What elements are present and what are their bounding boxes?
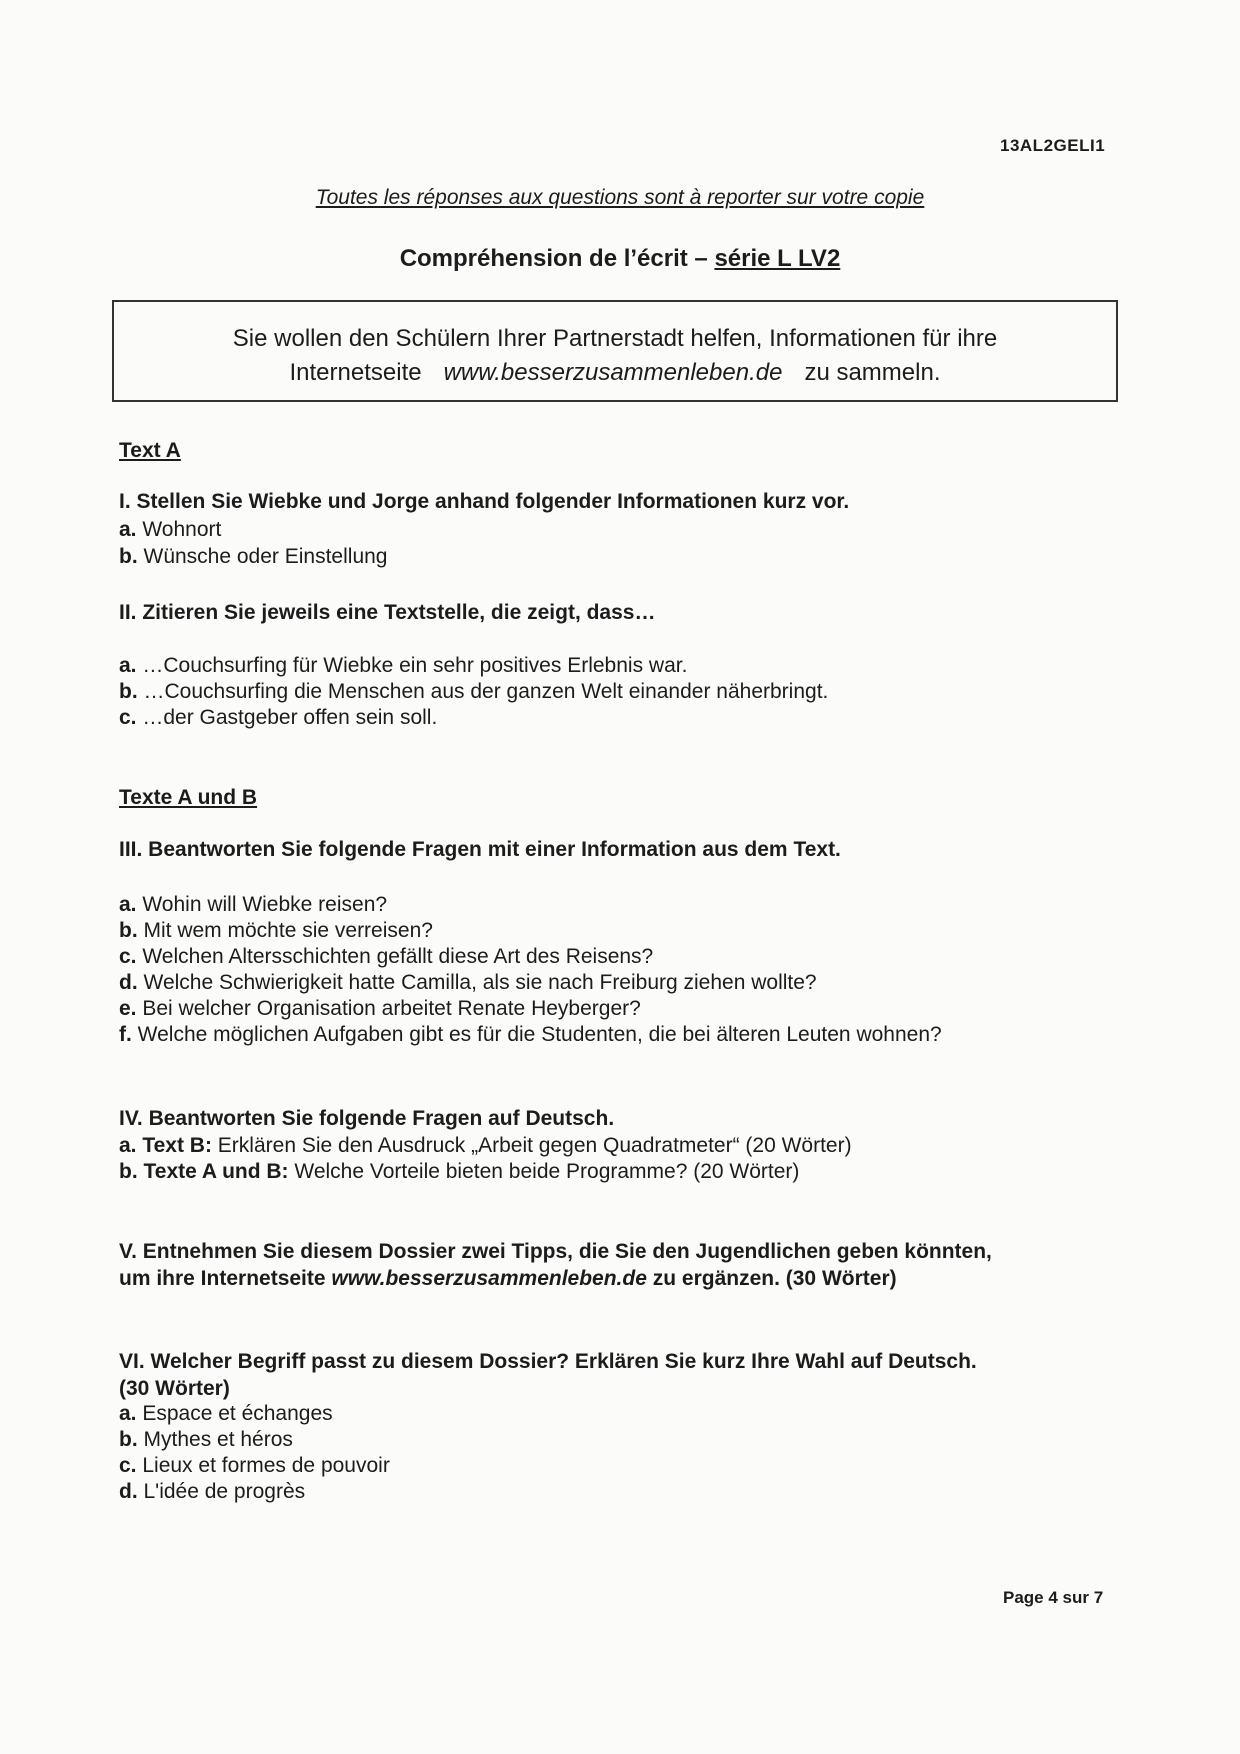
question-2-heading: II. Zitieren Sie jeweils eine Textstelle, die zeigt, dass… xyxy=(119,601,656,624)
question-4-heading: IV. Beantworten Sie folgende Fragen auf Deutsch. xyxy=(119,1107,615,1130)
question-3-item-e: e. Bei welcher Organisation arbeitet Renate Heyberger? xyxy=(119,997,641,1020)
task-line-2-suffix: zu sammeln. xyxy=(804,359,941,386)
task-line-2 xyxy=(114,359,1116,387)
question-3-item-d: d. Welche Schwierigkeit hatte Camilla, als sie nach Freiburg ziehen wollte? xyxy=(119,971,817,994)
question-2-item-c: c. …der Gastgeber offen sein soll. xyxy=(119,706,438,729)
exam-code: 13AL2GELI1 xyxy=(1000,136,1106,155)
question-4-item-a: a. Text B: Erklären Sie den Ausdruck „Arbeit gegen Quadratmeter“ (20 Wörter) xyxy=(119,1134,852,1157)
task-box xyxy=(112,300,1118,402)
question-6-item-b: b. Mythes et héros xyxy=(119,1428,293,1451)
question-5-line-2: um ihre Internetseite www.besserzusammenleben.de zu ergänzen. (30 Wörter) xyxy=(119,1267,897,1290)
section-label-text-a: Text A xyxy=(119,439,181,462)
question-3-item-b: b. Mit wem möchte sie verreisen? xyxy=(119,919,433,942)
question-5-url: www.besserzusammenleben.de xyxy=(331,1267,647,1290)
question-3-item-c: c. Welchen Altersschichten gefällt diese Art des Reisens? xyxy=(119,945,654,968)
question-1-item-a: a. Wohnort xyxy=(119,518,222,541)
page-title xyxy=(0,245,1240,273)
task-line-1: Sie wollen den Schülern Ihrer Partnerstadt helfen, Informationen für ihre xyxy=(232,325,998,352)
instruction-line: Toutes les réponses aux questions sont à reporter sur votre copie xyxy=(315,186,925,209)
question-5 xyxy=(119,1238,1099,1292)
question-1-heading: I. Stellen Sie Wiebke und Jorge anhand folgender Informationen kurz vor. xyxy=(119,490,850,513)
question-2-item-b: b. …Couchsurfing die Menschen aus der ganzen Welt einander näherbringt. xyxy=(119,680,829,703)
question-6-item-a: a. Espace et échanges xyxy=(119,1402,333,1425)
question-3-heading: III. Beantworten Sie folgende Fragen mit einer Information aus dem Text. xyxy=(119,838,841,861)
question-4-item-b: b. Texte A und B: Welche Vorteile bieten beide Programme? (20 Wörter) xyxy=(119,1160,800,1183)
title-prefix: Compréhension de l’écrit – xyxy=(399,245,715,272)
task-line-2-prefix: Internetseite xyxy=(289,359,422,386)
question-6-item-d: d. L'idée de progrès xyxy=(119,1480,306,1503)
question-2-item-a: a. …Couchsurfing für Wiebke ein sehr positives Erlebnis war. xyxy=(119,654,688,677)
question-5-line-1: V. Entnehmen Sie diesem Dossier zwei Tipps, die Sie den Jugendlichen geben könnten, xyxy=(119,1240,992,1263)
question-6 xyxy=(119,1348,1099,1402)
section-label-text-ab: Texte A und B xyxy=(119,786,258,809)
question-6-item-c: c. Lieux et formes de pouvoir xyxy=(119,1454,390,1477)
question-1-item-b: b. Wünsche oder Einstellung xyxy=(119,545,388,568)
page-number: Page 4 sur 7 xyxy=(1003,1588,1104,1607)
question-3-item-f: f. Welche möglichen Aufgaben gibt es für die Studenten, die bei älteren Leuten wohnen? xyxy=(119,1023,942,1046)
title-series: série L LV2 xyxy=(714,245,841,272)
question-6-line-2: (30 Wörter) xyxy=(119,1377,230,1400)
question-6-line-1: VI. Welcher Begriff passt zu diesem Dossier? Erklären Sie kurz Ihre Wahl auf Deutsch. xyxy=(119,1350,977,1373)
task-url: www.besserzusammenleben.de xyxy=(443,359,783,386)
question-3-item-a: a. Wohin will Wiebke reisen? xyxy=(119,893,388,916)
